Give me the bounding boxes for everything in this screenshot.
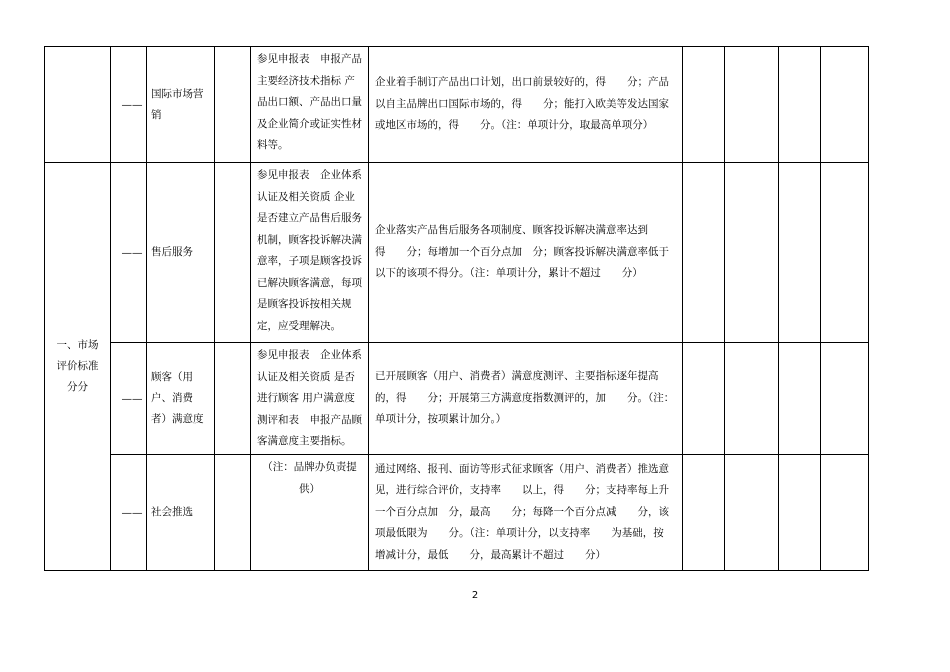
empty-cell	[215, 343, 251, 455]
table-row	[45, 163, 869, 343]
criteria-cell: 企业着手制订产品出口计划，出口前景较好的，得 分；产品以自主品牌出口国际市场的，得 分；能打入欧美等发达国家或地区市场的，得 分。（注：单项计分，取最高单项分）	[369, 47, 683, 163]
table-row	[45, 455, 869, 571]
empty-cell	[215, 455, 251, 571]
evaluation-table	[44, 46, 869, 571]
score-cell	[725, 455, 779, 571]
item-name-cell: 顾客（用户、消费者）满意度	[147, 343, 215, 455]
score-cell	[683, 343, 725, 455]
item-number-cell: ——	[111, 163, 147, 343]
empty-cell	[215, 163, 251, 343]
score-cell	[683, 47, 725, 163]
source-cell: （注：品牌办负责提供）	[251, 455, 369, 571]
category-cell: 一、市场评价标准分分	[45, 163, 111, 571]
category-cell-top	[45, 47, 111, 163]
score-cell	[725, 343, 779, 455]
table-row	[45, 47, 869, 163]
item-number-cell: ——	[111, 47, 147, 163]
score-cell	[779, 47, 821, 163]
source-cell: 参见申报表 申报产品主要经济技术指标 产品出口额、产品出口量及企业简介或证实性材料等。	[251, 47, 369, 163]
source-cell: 参见申报表 企业体系认证及相关资质 是否进行顾客 用户满意度测评和表 申报产品顾客满意度主要指标。	[251, 343, 369, 455]
page-number: 2	[471, 590, 479, 601]
score-cell	[779, 343, 821, 455]
remark-cell	[821, 343, 869, 455]
score-cell	[725, 163, 779, 343]
item-number-cell: ——	[111, 343, 147, 455]
empty-cell	[215, 47, 251, 163]
score-cell	[683, 455, 725, 571]
criteria-cell: 企业落实产品售后服务各项制度、顾客投诉解决满意率达到 得 分；每增加一个百分点加 分；顾客投诉解决满意率低于 以下的该项不得分。（注：单项计分，累计不超过 分）	[369, 163, 683, 343]
source-cell: 参见申报表 企业体系认证及相关资质 企业是否建立产品售后服务机制，顾客投诉解决满意率，子项是顾客投诉已解决顾客满意，每项是顾客投诉按相关规定，应受理解决。	[251, 163, 369, 343]
score-cell	[779, 163, 821, 343]
remark-cell	[821, 47, 869, 163]
remark-cell	[821, 455, 869, 571]
criteria-cell: 通过网络、报刊、面访等形式征求顾客（用户、消费者）推选意见，进行综合评价，支持率 以上，得 分；支持率每上升一个百分点加 分，最高 分；每降一个百分点减 分，该项最低限为 分。（注：单项计分，以支持率 为基础，按 增减计分，最低 分，最高累计不超过 分）	[369, 455, 683, 571]
table-row	[45, 343, 869, 455]
item-name-cell: 社会推选	[147, 455, 215, 571]
item-name-cell: 售后服务	[147, 163, 215, 343]
score-cell	[725, 47, 779, 163]
item-number-cell: ——	[111, 455, 147, 571]
item-name-cell: 国际市场营销	[147, 47, 215, 163]
criteria-cell: 已开展顾客（用户、消费者）满意度测评、主要指标逐年提高的，得 分；开展第三方满意度指数测评的，加 分。（注：单项计分，按项累计加分。）	[369, 343, 683, 455]
score-cell	[779, 455, 821, 571]
remark-cell	[821, 163, 869, 343]
